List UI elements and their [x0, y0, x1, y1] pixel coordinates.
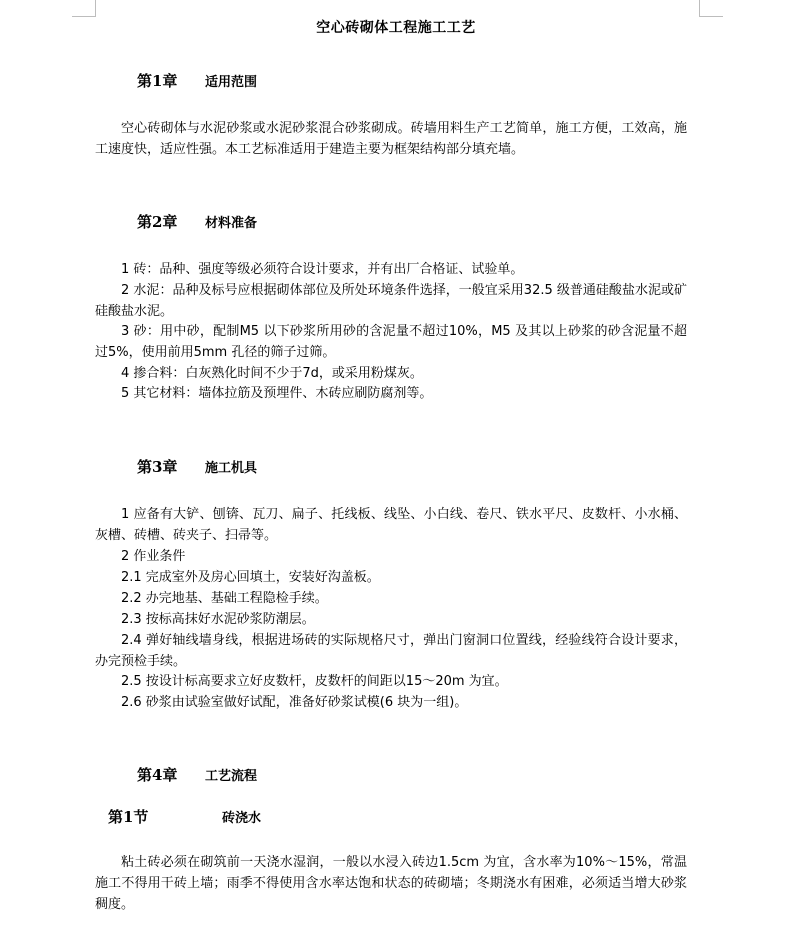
chapter-title: 工艺流程: [205, 769, 258, 784]
chapter-title: 适用范围: [205, 75, 258, 90]
condition-item: 2.1 完成室外及房心回填土，安装好沟盖板。: [121, 570, 380, 585]
crop-mark-top-left: [72, 0, 96, 17]
condition-heading: 2 作业条件: [121, 549, 186, 564]
material-item: 5 其它材料：墙体拉筋及预埋件、木砖应刷防腐剂等。: [121, 386, 433, 401]
condition-item: 2.6 砂浆由试验室做好试配，准备好砂浆试模(6 块为一组)。: [121, 695, 468, 710]
tool-item: 1 应备有大铲、刨锛、瓦刀、扁子、托线板、线坠、小白线、卷尺、铁水平尺、皮数杆、小水桶、灰槽、砖槽、砖夹子、扫帚等。: [95, 507, 687, 543]
condition-item: 2.2 办完地基、基础工程隐检手续。: [121, 591, 328, 606]
section-title: 砖浇水: [222, 811, 262, 826]
chapter-number: 第3章: [137, 458, 178, 476]
chapter-title: 材料准备: [205, 216, 258, 231]
chapter-number: 第2章: [137, 213, 178, 231]
material-item: 3 砂：用中砂，配制M5 以下砂浆所用砂的含泥量不超过10%，M5 及其以上砂浆的砂含泥量不超过5%，使用前用5mm 孔径的筛子过筛。: [95, 324, 687, 360]
chapter-heading-3: [137, 456, 257, 477]
chapter-number: 第4章: [137, 766, 178, 784]
chapter-heading-2: [137, 211, 257, 232]
material-item: 4 掺合料：白灰熟化时间不少于7d，或采用粉煤灰。: [121, 366, 423, 381]
chapter-heading-4: [137, 764, 257, 785]
material-item: 1 砖：品种、强度等级必须符合设计要求，并有出厂合格证、试验单。: [121, 262, 524, 277]
chapter-heading-1: [137, 70, 257, 91]
material-item: 2 水泥：品种及标号应根据砌体部位及所处环境条件选择，一般宜采用32.5 级普通硅酸盐水泥或矿硅酸盐水泥。: [95, 283, 687, 319]
chapter-1-paragraph: 空心砖砌体与水泥砂浆或水泥砂浆混合砂浆砌成。砖墙用料生产工艺简单，施工方便，工效高，施工速度快，适应性强。本工艺标准适用于建造主要为框架结构部分填充墙。: [95, 121, 687, 157]
condition-item: 2.5 按设计标高要求立好皮数杆，皮数杆的间距以15～20m 为宜。: [121, 674, 508, 689]
section-1-paragraph: 粘土砖必须在砌筑前一天浇水湿润，一般以水浸入砖边1.5cm 为宜，含水率为10%～15%，常温施工不得用干砖上墙；雨季不得使用含水率达饱和状态的砖砌墙；冬期浇水有困难，必须适当增大砂浆稠度。: [95, 855, 687, 912]
section-heading-1: [108, 806, 261, 827]
condition-item: 2.3 按标高抹好水泥砂浆防潮层。: [121, 612, 315, 627]
condition-item: 2.4 弹好轴线墙身线，根据进场砖的实际规格尺寸，弹出门窗洞口位置线，经验线符合设计要求，办完预检手续。: [95, 633, 687, 669]
document-title: 空心砖砌体工程施工工艺: [316, 20, 476, 36]
crop-mark-top-right: [699, 0, 723, 17]
section-number: 第1节: [108, 808, 149, 826]
chapter-number: 第1章: [137, 72, 178, 90]
chapter-title: 施工机具: [205, 461, 258, 476]
